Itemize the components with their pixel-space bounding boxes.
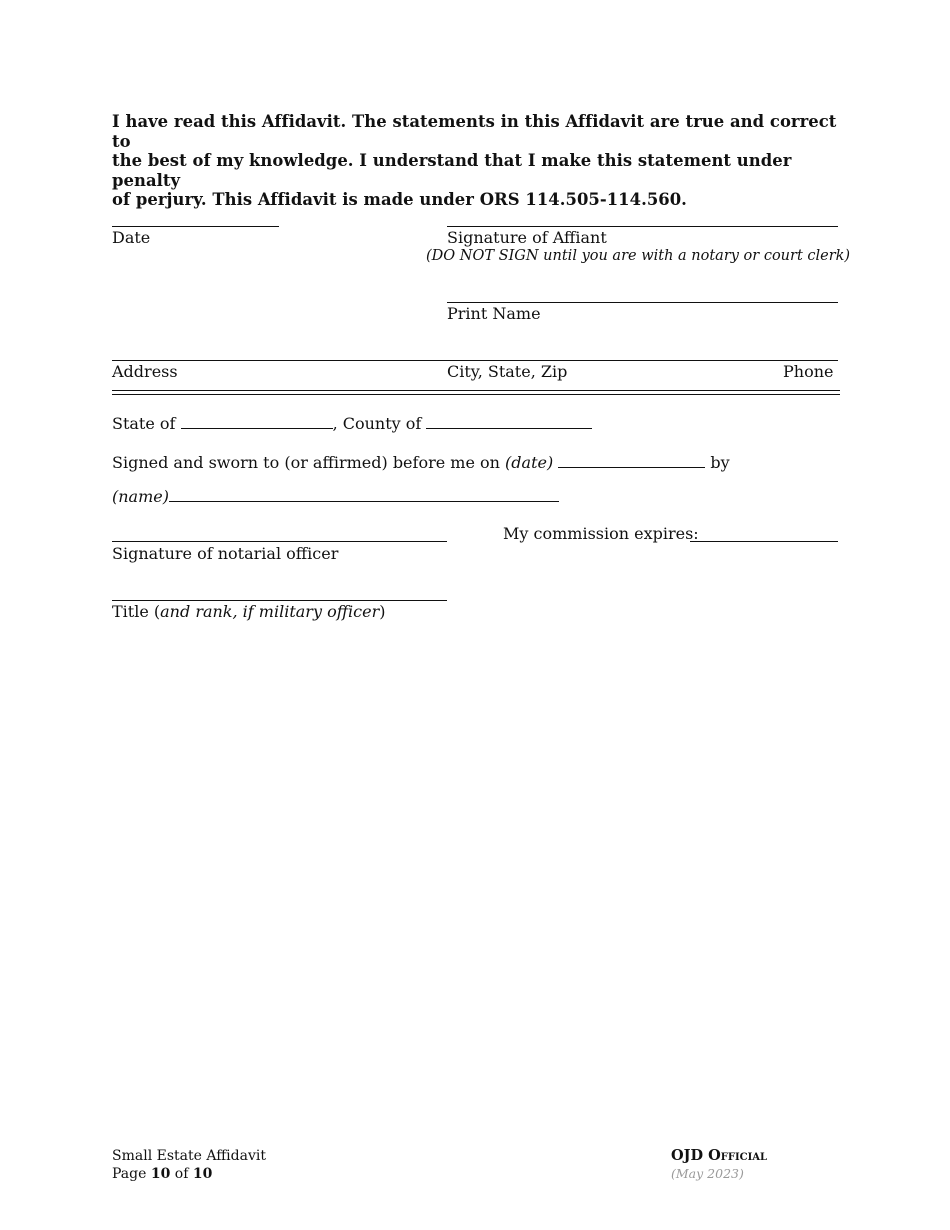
affiant-signature-note: (DO NOT SIGN until you are with a notary or court clerk) bbox=[426, 248, 851, 264]
revision-date: (May 2023) bbox=[671, 1166, 744, 1181]
sworn-line bbox=[112, 453, 730, 472]
date-label: Date bbox=[112, 228, 151, 247]
name-field[interactable] bbox=[169, 487, 559, 502]
footer-right bbox=[671, 1147, 767, 1183]
county-label: , County of bbox=[332, 414, 422, 433]
print-name-label: Print Name bbox=[447, 304, 541, 323]
affiant-signature-line[interactable] bbox=[447, 226, 838, 227]
page-total: 10 bbox=[192, 1166, 213, 1182]
statement-line-1: I have read this Affidavit. The statements in this Affidavit are true and correct to bbox=[112, 112, 837, 151]
affiant-signature-label: Signature of Affiant bbox=[447, 228, 607, 247]
state-label: State of bbox=[112, 414, 176, 433]
address-label: Address bbox=[112, 362, 178, 381]
commission-label: My commission expires: bbox=[503, 524, 699, 543]
state-county-line bbox=[112, 414, 592, 433]
date-line[interactable] bbox=[112, 226, 279, 227]
title-italic: and rank, if military officer bbox=[160, 602, 380, 621]
officer-title-label: Title (and rank, if military officer) bbox=[112, 602, 386, 621]
print-name-line[interactable] bbox=[447, 302, 838, 303]
name-line bbox=[112, 487, 559, 506]
county-field[interactable] bbox=[426, 414, 592, 429]
phone-label: Phone bbox=[783, 362, 834, 381]
sworn-prefix: Signed and sworn to (or affirmed) before me on bbox=[112, 453, 500, 472]
statement-line-3: of perjury. This Affidavit is made under ORS 114.505-114.560. bbox=[112, 190, 687, 209]
state-field[interactable] bbox=[181, 414, 333, 429]
official-label: OJD Official bbox=[671, 1147, 768, 1164]
by-label: by bbox=[710, 453, 730, 472]
date-hint: (date) bbox=[505, 453, 554, 472]
name-hint: (name) bbox=[112, 487, 169, 506]
officer-signature-line[interactable] bbox=[112, 541, 447, 542]
address-line[interactable] bbox=[112, 360, 838, 361]
page-current: 10 bbox=[150, 1166, 171, 1182]
sworn-date-field[interactable] bbox=[558, 453, 705, 468]
section-divider bbox=[112, 390, 840, 395]
form-name: Small Estate Affidavit bbox=[112, 1148, 266, 1164]
affidavit-statement bbox=[112, 112, 840, 210]
officer-title-line[interactable] bbox=[112, 600, 447, 601]
commission-expiry-line[interactable] bbox=[690, 541, 838, 542]
page-indicator: Page 10 of 10 bbox=[112, 1166, 213, 1182]
officer-signature-label: Signature of notarial officer bbox=[112, 544, 339, 563]
statement-line-2: the best of my knowledge. I understand that I make this statement under penalty bbox=[112, 151, 792, 190]
footer-left bbox=[112, 1147, 266, 1183]
city-state-zip-label: City, State, Zip bbox=[447, 362, 568, 381]
